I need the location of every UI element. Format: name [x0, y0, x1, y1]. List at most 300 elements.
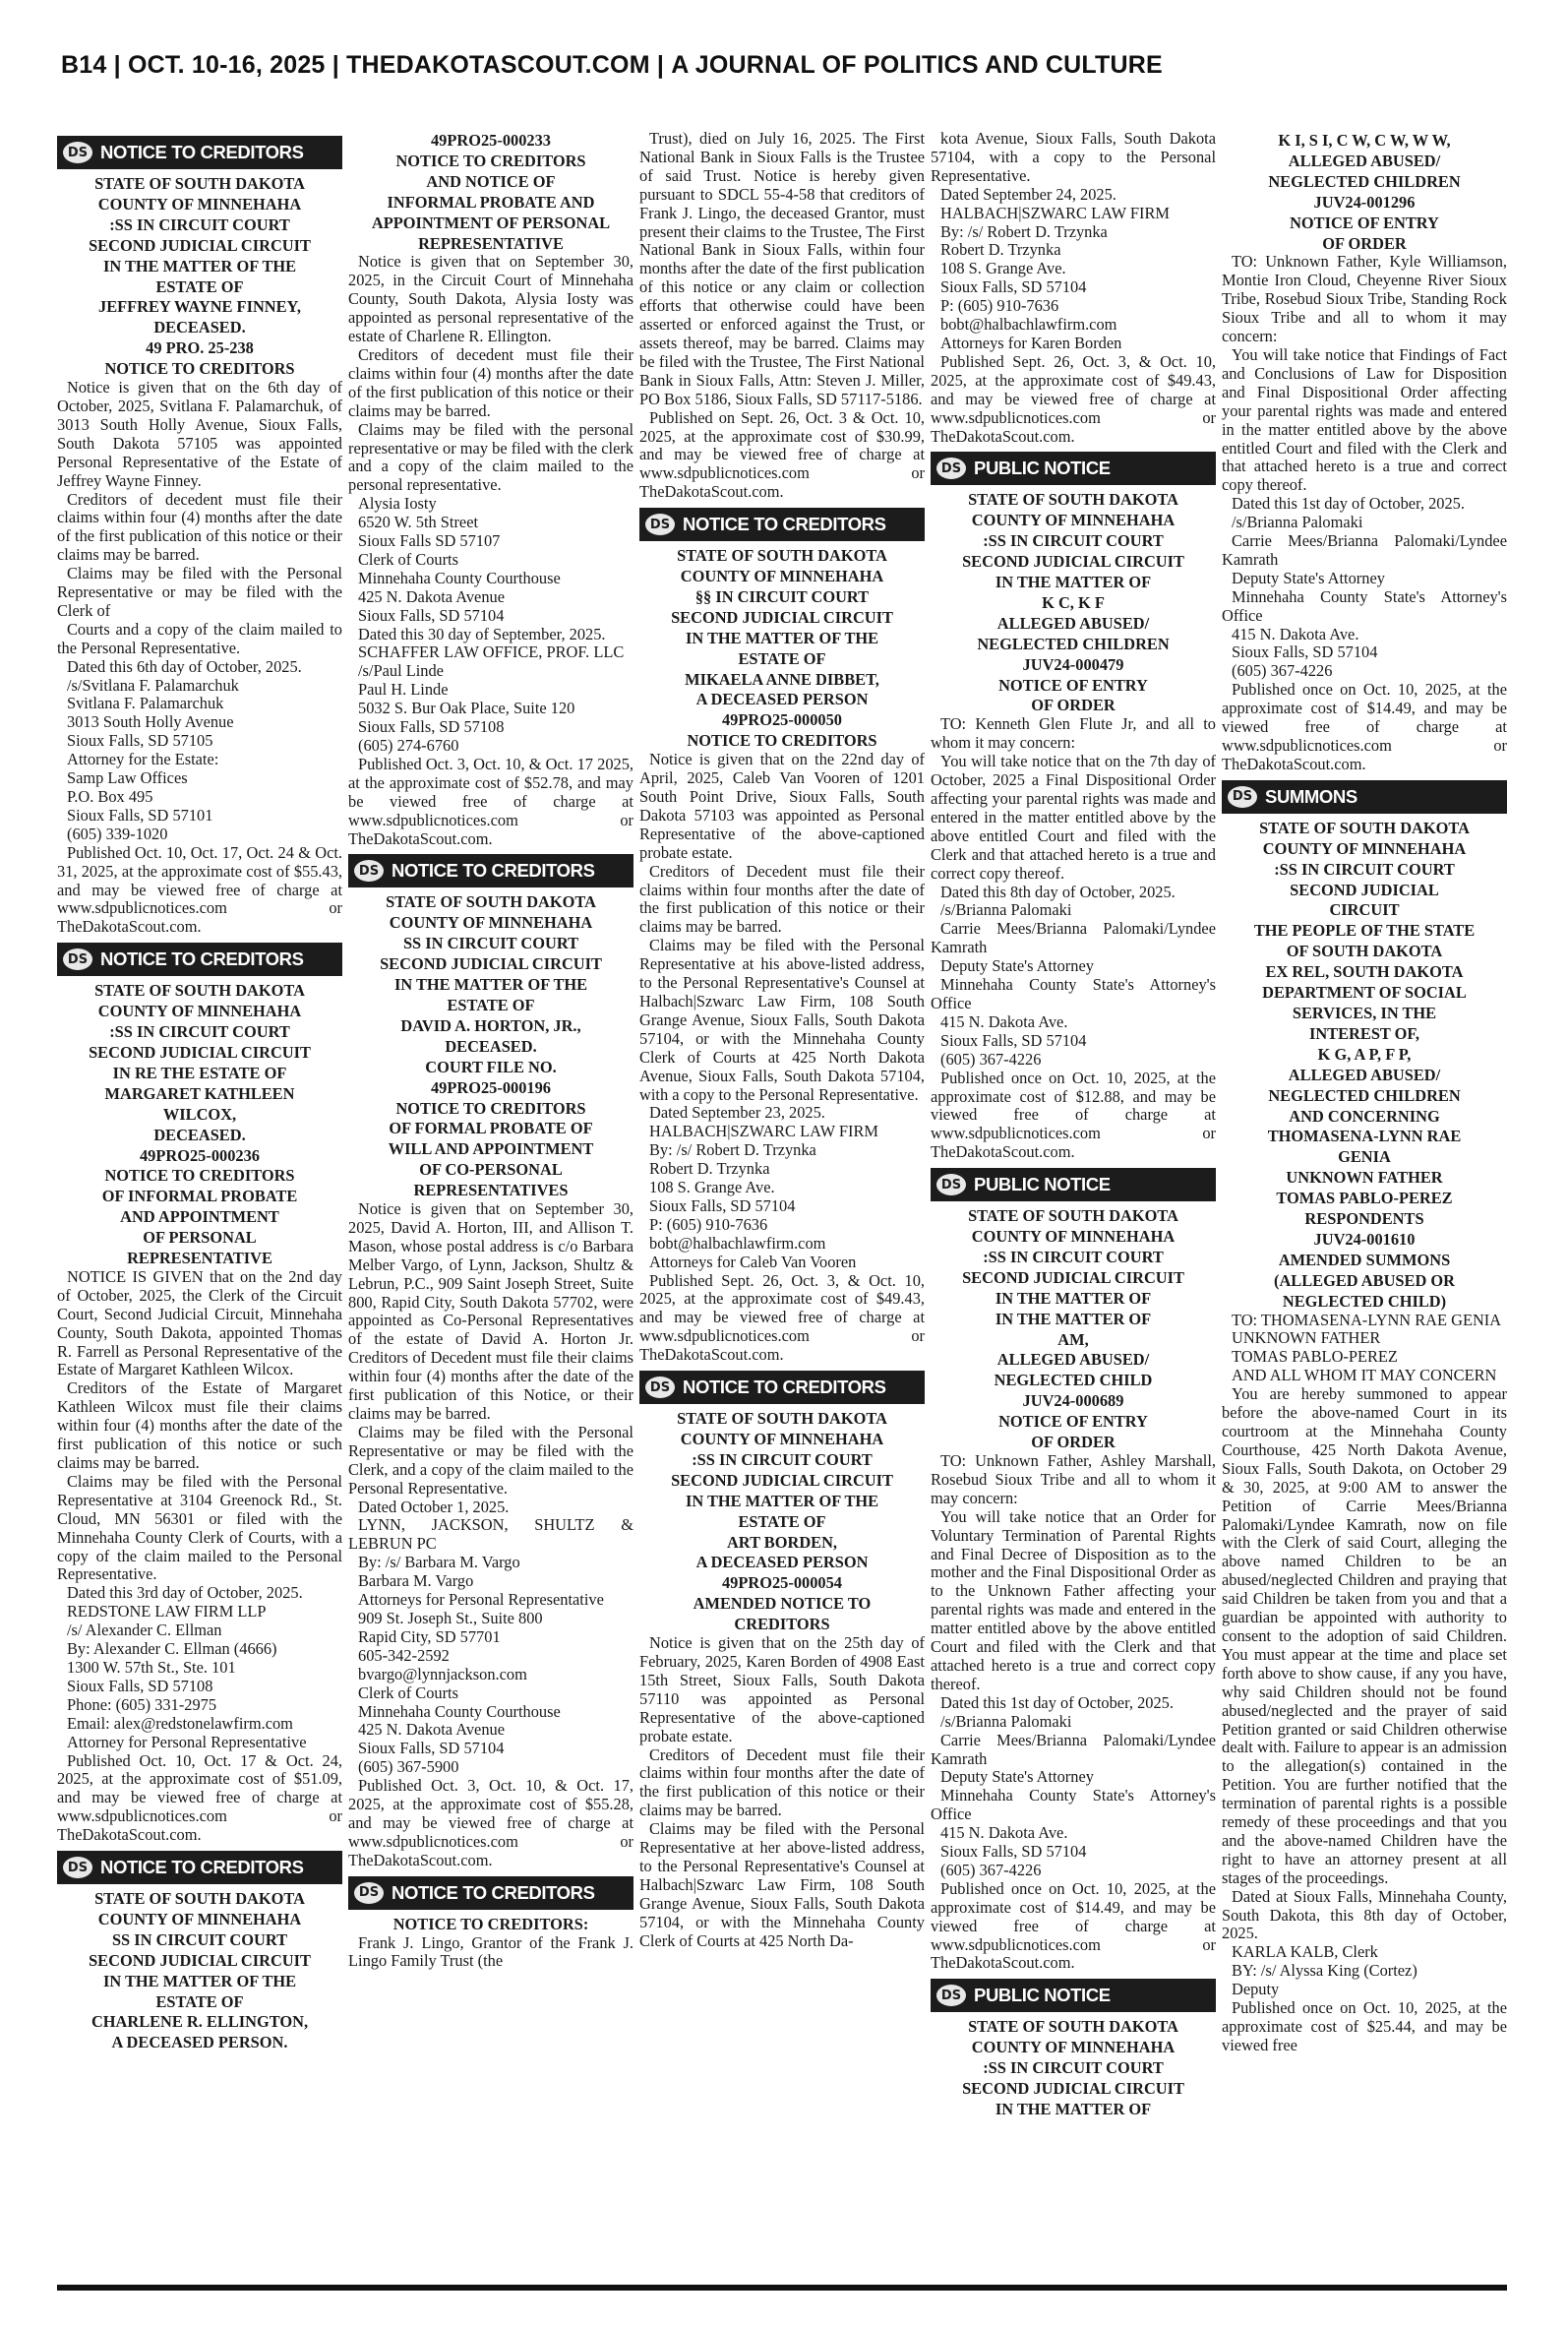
notice-paragraph: Claims may be filed with the Personal Representative or may be filed with the Clerk, and a copy of the claim mailed to the Personal Representative. — [348, 1422, 633, 1498]
notice-caption-line: ART BORDEN, — [726, 1532, 838, 1552]
notice-caption-line: NOTICE TO CREDITORS: — [392, 1914, 589, 1933]
seal-icon: DS — [57, 943, 98, 976]
notice-paragraph: TOMAS PABLO-PEREZ — [1232, 1347, 1398, 1367]
seal-icon: DS — [57, 1851, 98, 1884]
notice-caption-line: K I, S I, C W, C W, W W, — [1278, 131, 1451, 150]
notice-caption-line: SECOND JUDICIAL CIRCUIT — [89, 1950, 311, 1970]
notice-paragraph: Dated this 8th day of October, 2025. — [940, 882, 1176, 901]
notice-caption-line: AMENDED NOTICE TO — [693, 1594, 872, 1614]
notice-paragraph: Published Oct. 10, Oct. 17 & Oct. 24, 2025, at the approximate cost of $51.09, and may be viewed free of charge at www.sdpublicnotices.com or TheDakotaScout.com. — [57, 1750, 342, 1845]
notice-caption-line: AND CONCERNING — [1289, 1106, 1440, 1126]
notice-caption-line: :SS IN CIRCUIT COURT — [983, 531, 1164, 551]
notice-caption-line: ALLEGED ABUSED/ — [996, 613, 1150, 633]
notice-paragraph: TO: Kenneth Glen Flute Jr, and all to whom it may concern: — [931, 714, 1216, 753]
notice-type-label: NOTICE TO CREDITORS — [100, 948, 304, 970]
notice-paragraph: Carrie Mees/Brianna Palomaki/Lyndee Kamrath — [931, 1730, 1216, 1768]
notice-paragraph: Attorney for Personal Representative — [67, 1732, 307, 1751]
notice-body — [1222, 253, 1507, 773]
notice-paragraph: Sioux Falls, SD 57108 — [358, 717, 505, 737]
notice-caption-line: MIKAELA ANNE DIBBET, — [685, 669, 879, 689]
notice-caption-line: STATE OF SOUTH DAKOTA — [677, 1409, 887, 1429]
notice-caption-line: IN THE MATTER OF THE — [102, 256, 297, 275]
notice-caption-line: SECOND JUDICIAL CIRCUIT — [962, 2079, 1184, 2099]
legal-notice — [348, 1876, 633, 1972]
notice-paragraph: Notice is given that on September 30, 2025, in the Circuit Court of Minnehaha County, South Dakota, Alysia Iosty was appointed as personal representative of the estate of Charlene R. Ellington. — [348, 252, 633, 346]
legal-notice — [1222, 780, 1507, 2055]
notice-caption-line: SECOND JUDICIAL CIRCUIT — [962, 1267, 1184, 1287]
notice-caption-line: OF INFORMAL PROBATE — [101, 1187, 298, 1206]
notice-paragraph: Sioux Falls, SD 57104 — [940, 1030, 1087, 1050]
notice-caption-line: :SS IN CIRCUIT COURT — [109, 1022, 290, 1042]
notice-paragraph: bobt@halbachlawfirm.com — [649, 1233, 826, 1253]
notice-body — [931, 130, 1216, 446]
notice-caption-line: CIRCUIT — [1329, 900, 1400, 920]
notice-paragraph: (605) 367-4226 — [940, 1049, 1042, 1069]
seal-icon: DS — [348, 854, 390, 887]
notice-paragraph: Rapid City, SD 57701 — [358, 1626, 501, 1646]
notice-type-label: PUBLIC NOTICE — [974, 1174, 1111, 1195]
notice-paragraph: 108 S. Grange Ave. — [649, 1178, 775, 1197]
notice-paragraph: Creditors of decedent must file their claims within four (4) months after the date of the first publication of this notice or their claims may be barred. — [348, 344, 633, 420]
tagline: A JOURNAL OF POLITICS AND CULTURE — [671, 51, 1163, 79]
column-5 — [1222, 130, 1507, 2275]
notice-paragraph: 415 N. Dakota Ave. — [1232, 624, 1359, 643]
notice-caption-line: STATE OF SOUTH DAKOTA — [94, 174, 305, 193]
notice-paragraph: /s/Brianna Palomaki — [940, 1711, 1072, 1731]
notice-paragraph: Minnehaha County State's Attorney's Office — [931, 975, 1216, 1012]
notice-paragraph: Notice is given that on September 30, 2025, David A. Horton, III, and Allison T. Mason, whose postal address is c/o Barbara Melber Vargo, of Lynn, Jackson, Shultz & Lebrun, P.C., 909 Saint Joseph Street, Suite 800, Rapid City, South Dakota 57702, were appointed as Co-Personal Representatives of the estate of David A. Horton Jr. Creditors of Decedent must file their claims within four (4) months after the date of the first publication of this Notice, or their claims may be barred. — [348, 1199, 633, 1423]
notice-caption-line: SS IN CIRCUIT COURT — [402, 934, 579, 953]
notice-caption-line: 49PRO25-000236 — [139, 1145, 260, 1165]
notice-paragraph: (605) 339-1020 — [67, 824, 168, 843]
legal-notice — [348, 132, 633, 848]
notice-caption-line: 49PRO25-000233 — [430, 131, 551, 150]
notice-header-bar — [348, 854, 633, 887]
notice-body — [931, 1452, 1216, 1973]
notice-caption-line: INFORMAL PROBATE AND — [387, 192, 595, 212]
notice-caption-line: SECOND JUDICIAL CIRCUIT — [671, 607, 893, 627]
notice-paragraph: You will take notice that on the 7th day of October, 2025 a Final Dispositional Order affecting your parental rights was made and entered in the matter entitled above by the above entitled Court and filed with the Clerk and that attached hereto is a true and correct copy thereof. — [931, 752, 1216, 883]
legal-notice — [348, 854, 633, 1869]
notice-caption-line: MARGARET KATHLEEN — [104, 1083, 295, 1103]
notice-caption-line: SECOND JUDICIAL CIRCUIT — [671, 1470, 893, 1490]
notice-paragraph: (605) 367-5900 — [358, 1757, 459, 1777]
notice-caption-line: APPOINTMENT OF PERSONAL — [371, 213, 611, 232]
column-3 — [639, 130, 925, 2275]
notice-caption-line: NEGLECTED CHILDREN — [1268, 171, 1461, 191]
notice-body — [57, 379, 342, 937]
notice-caption-line: STATE OF SOUTH DAKOTA — [968, 2017, 1178, 2037]
notice-caption-line: ESTATE OF — [155, 1991, 244, 2011]
notice-paragraph: Email: alex@redstonelawfirm.com — [67, 1713, 293, 1733]
notice-caption-line: 49PRO25-000196 — [430, 1077, 551, 1097]
notice-caption-line: NOTICE TO CREDITORS — [395, 151, 586, 170]
notice-caption-line: 49 PRO. 25-238 — [146, 338, 254, 358]
notice-paragraph: Deputy State's Attorney — [940, 956, 1094, 976]
notice-header-bar — [639, 508, 925, 541]
notice-caption-line: DECEASED. — [445, 1036, 537, 1056]
notice-header-bar — [931, 452, 1216, 485]
notice-paragraph: Clerk of Courts — [358, 549, 458, 569]
notice-paragraph: Carrie Mees/Brianna Palomaki/Lyndee Kamrath — [931, 919, 1216, 957]
notice-paragraph: SCHAFFER LAW OFFICE, PROF. LLC — [358, 642, 625, 662]
legal-notice — [931, 452, 1216, 1162]
notice-paragraph: 425 N. Dakota Avenue — [358, 586, 505, 606]
notice-paragraph: Minnehaha County State's Attorney's Office — [931, 1786, 1216, 1824]
notice-caption-line: JUV24-000479 — [1022, 654, 1124, 674]
notice-caption-line: IN THE MATTER OF — [995, 1309, 1152, 1328]
notice-body — [1222, 1312, 1507, 2055]
notice-paragraph: bvargo@lynnjackson.com — [358, 1664, 527, 1683]
notice-paragraph: By: /s/ Robert D. Trzynka — [940, 221, 1108, 241]
notice-paragraph: Dated October 1, 2025. — [358, 1497, 510, 1516]
notice-body — [639, 1634, 925, 1950]
notice-caption-line: SECOND JUDICIAL — [1290, 880, 1439, 899]
notice-caption-line: SERVICES, IN THE — [1292, 1003, 1437, 1022]
notice-paragraph: By: /s/ Barbara M. Vargo — [358, 1553, 520, 1572]
masthead: B14 | OCT. 10-16, 2025 | THEDAKOTASCOUT.COM | A JOURNAL OF POLITICS AND CULTURE — [61, 51, 1163, 79]
notice-caption-line: COUNTY OF MINNEHAHA — [97, 194, 302, 214]
notice-caption-line: DECEASED. — [153, 1125, 246, 1144]
notice-paragraph: Sioux Falls, SD 57101 — [67, 805, 213, 825]
notice-type-label: NOTICE TO CREDITORS — [683, 514, 886, 535]
notice-caption-line: :SS IN CIRCUIT COURT — [983, 1247, 1164, 1266]
notice-paragraph: Published on Sept. 26, Oct. 3 & Oct. 10, 2025, at the approximate cost of $30.99, and may be viewed free of charge at www.sdpublicnotices.com or TheDakotaScout.com. — [639, 407, 925, 502]
notice-caption-line: COUNTY OF MINNEHAHA — [389, 913, 593, 933]
notice-paragraph: P.O. Box 495 — [67, 787, 153, 806]
notice-caption-line: NOTICE OF ENTRY — [998, 1412, 1148, 1432]
notice-paragraph: Clerk of Courts — [358, 1683, 458, 1702]
notice-paragraph: UNKNOWN FATHER — [1232, 1328, 1381, 1348]
notice-body — [348, 253, 633, 848]
notice-paragraph: Published Sept. 26, Oct. 3, & Oct. 10, 2025, at the approximate cost of $49.43, and may be viewed free of charge at www.sdpublicnotices.com or TheDakotaScout.com. — [639, 1270, 925, 1365]
notice-caption-line: OF SOUTH DAKOTA — [1286, 942, 1443, 961]
column-2 — [348, 130, 633, 2275]
notice-paragraph: Notice is given that on the 22nd day of April, 2025, Caleb Van Vooren of 1201 South Point Drive, Sioux Falls, South Dakota 57103 was appointed as Personal Representative of the above-captioned probate estate. — [639, 750, 925, 862]
notice-paragraph: bobt@halbachlawfirm.com — [940, 315, 1117, 335]
notice-paragraph: P: (605) 910-7636 — [940, 296, 1059, 316]
notice-caption-line: GENIA — [1338, 1147, 1391, 1167]
notice-header-bar — [1222, 780, 1507, 814]
notice-paragraph: 5032 S. Bur Oak Place, Suite 120 — [358, 699, 575, 718]
notice-caption-line: NOTICE TO CREDITORS — [395, 1098, 586, 1118]
notice-paragraph: Published once on Oct. 10, 2025, at the approximate cost of $12.88, and may be viewed free of charge at www.sdpublicnotices.com or TheDakotaScout.com. — [931, 1068, 1216, 1162]
notice-caption-line: AMENDED SUMMONS — [1278, 1250, 1451, 1269]
notice-caption-line: STATE OF SOUTH DAKOTA — [94, 981, 305, 1001]
notice-paragraph: You will take notice that an Order for Voluntary Termination of Parental Rights and Final Decree of Disposition as to the mother and the Final Dispositional Order as to the Unknown Father affecting your parental rights was made and entered in the matter entitled above by the above entitled Court and filed with the Clerk and that attached hereto is a true and correct copy thereof. — [931, 1506, 1216, 1693]
column-1 — [57, 130, 342, 2275]
notice-caption-line: NOTICE OF ENTRY — [998, 675, 1148, 695]
notice-caption-line: STATE OF SOUTH DAKOTA — [1259, 818, 1470, 837]
notice-body — [639, 130, 925, 502]
notice-caption-line: ALLEGED ABUSED/ — [996, 1350, 1150, 1370]
notice-caption-line: IN THE MATTER OF THE — [393, 975, 588, 995]
seal-icon: DS — [931, 452, 972, 485]
notice-paragraph: Sioux Falls, SD 57104 — [1232, 642, 1378, 662]
notice-paragraph: KARLA KALB, Clerk — [1232, 1942, 1378, 1962]
notice-paragraph: Sioux Falls SD 57107 — [358, 531, 501, 551]
notice-paragraph: Notice is given that on the 25th day of February, 2025, Karen Borden of 4908 East 15th Street, Sioux Falls, South Dakota 57110 was appointed as Personal Representative of the above-captioned probate estate. — [639, 1633, 925, 1745]
notice-paragraph: 415 N. Dakota Ave. — [940, 1011, 1068, 1031]
notice-caption-line: REPRESENTATIVE — [127, 1249, 272, 1268]
notice-paragraph: Dated at Sioux Falls, Minnehaha County, South Dakota, this 8th day of October, 2025. — [1222, 1886, 1507, 1943]
notice-caption-line: COUNTY OF MINNEHAHA — [971, 1227, 1176, 1247]
notice-caption-line: NOTICE TO CREDITORS — [104, 1166, 295, 1186]
notice-paragraph: You are hereby summoned to appear before the above-named Court in its courtroom at the Minnehaha County Courthouse, 425 North Dakota Avenue, Sioux Falls, South Dakota, on October 29 & 30, 2025, at 9:00 AM to answer the Petition of Carrie Mees/Brianna Palomaki/Lyndee Kamrath, now on file with the Clerk of said Court, alleging the above named Children to be an abused/neglected Children and praying that said Children be taken from you and that a guardian be appointed with authority to consent to the adoption of said Children. You must appear at the time and place set forth above to show cause, if any you have, why said Children should not be found abused/neglected and the prayer of said Petition granted or said Children otherwise dealt with. Failure to appear is an admission to the allegation(s) contained in the Petition. You are further notified that the termination of parental rights is a possible remedy of these proceedings and that you and the above-named Children have the right to have an attorney present at all stages of the proceedings. — [1222, 1384, 1507, 1887]
notice-caption-line: RESPONDENTS — [1304, 1209, 1424, 1229]
notice-paragraph: HALBACH|SZWARC LAW FIRM — [940, 203, 1170, 222]
notice-header-bar — [57, 1851, 342, 1884]
notice-paragraph: /s/Svitlana F. Palamarchuk — [67, 675, 239, 695]
notice-paragraph: Robert D. Trzynka — [649, 1159, 770, 1179]
notice-caption-line: STATE OF SOUTH DAKOTA — [386, 892, 596, 912]
notice-paragraph: Creditors of decedent must file their claims within four (4) months after the date of the first publication of this notice or their claims may be barred. — [57, 489, 342, 565]
notice-paragraph: Sioux Falls, SD 57104 — [358, 605, 505, 625]
notice-paragraph: Sioux Falls, SD 57104 — [940, 277, 1087, 297]
notice-caption-line: STATE OF SOUTH DAKOTA — [968, 490, 1178, 510]
notice-paragraph: /s/ Alexander C. Ellman — [67, 1621, 222, 1640]
notice-caption-line: IN RE THE ESTATE OF — [112, 1063, 287, 1082]
notice-paragraph: Svitlana F. Palamarchuk — [67, 694, 224, 713]
notice-caption-line: NOTICE OF ENTRY — [1290, 213, 1439, 232]
notice-paragraph: Notice is given that on the 6th day of October, 2025, Svitlana F. Palamarchuk, of 3013 South Holly Avenue, Sioux Falls, South Dakota 57105 was appointed Personal Representative of the Estate of Jeffrey Wayne Finney. — [57, 378, 342, 490]
notice-caption-line: K G, A P, F P, — [1317, 1044, 1412, 1064]
legal-notice — [639, 508, 925, 1365]
notice-header-bar — [57, 943, 342, 976]
notice-header-bar — [931, 1979, 1216, 2012]
notice-caption-line: THOMASENA-LYNN RAE — [1267, 1127, 1462, 1146]
notice-paragraph: (605) 367-4226 — [1232, 661, 1333, 681]
notice-caption-line: ALLEGED ABUSED/ — [1288, 151, 1441, 170]
notice-caption-line: COURT FILE NO. — [425, 1057, 557, 1076]
issue-date: OCT. 10-16, 2025 — [127, 51, 326, 79]
notice-body — [57, 1268, 342, 1845]
notice-header-bar — [931, 1168, 1216, 1201]
notice-caption-line: OF FORMAL PROBATE OF — [389, 1119, 593, 1138]
notice-paragraph: Minnehaha County Courthouse — [358, 568, 561, 587]
notice-caption-line: OF ORDER — [1031, 1433, 1116, 1452]
notice-paragraph: Carrie Mees/Brianna Palomaki/Lyndee Kamrath — [1222, 531, 1507, 569]
notice-paragraph: /s/Brianna Palomaki — [1232, 513, 1363, 532]
notice-caption-line: CREDITORS — [734, 1615, 830, 1634]
notice-caption-line: JUV24-000689 — [1022, 1391, 1124, 1411]
notice-body — [348, 1934, 633, 1972]
notice-caption-line: REPRESENTATIVES — [413, 1181, 569, 1200]
notice-caption-line: SECOND JUDICIAL CIRCUIT — [962, 552, 1184, 572]
notice-caption-line: ESTATE OF — [738, 648, 826, 668]
seal-icon: DS — [931, 1979, 972, 2012]
notice-type-label: NOTICE TO CREDITORS — [392, 860, 595, 882]
legal-notice — [57, 1851, 342, 2052]
notice-paragraph: Dated this 6th day of October, 2025. — [67, 656, 302, 676]
notice-paragraph: /s/Brianna Palomaki — [940, 900, 1072, 920]
notice-paragraph: Deputy State's Attorney — [1232, 568, 1385, 587]
notice-caption-line: DEPARTMENT OF SOCIAL — [1262, 983, 1467, 1003]
notice-caption-line: DAVID A. HORTON, JR., — [400, 1015, 581, 1035]
notice-paragraph: Claims may be filed with the Personal Representative at her above-listed address, to the Personal Representative's Counsel at Halbach|Szwarc Law Firm, 108 South Grange Avenue, Sioux Falls, South Dakota 57104, or with the Minnehaha County Clerk of Courts at 425 North Da- — [639, 1819, 925, 1950]
notice-paragraph: Alysia Iosty — [358, 494, 437, 514]
notice-caption-line: STATE OF SOUTH DAKOTA — [94, 1889, 305, 1909]
legal-notice — [57, 943, 342, 1845]
column-4 — [931, 130, 1216, 2275]
seal-icon: DS — [57, 136, 98, 169]
notice-caption-line: DECEASED. — [153, 318, 246, 337]
notice-caption-line: NEGLECTED CHILDREN — [1268, 1085, 1461, 1105]
notice-caption-line: OF CO-PERSONAL — [419, 1160, 563, 1180]
notice-caption-line: AND APPOINTMENT — [120, 1207, 279, 1227]
notice-caption-line: NOTICE TO CREDITORS — [687, 731, 877, 751]
notice-paragraph: TO: THOMASENA-LYNN RAE GENIA — [1232, 1310, 1502, 1329]
notice-paragraph: REDSTONE LAW FIRM LLP — [67, 1602, 267, 1621]
notice-paragraph: BY: /s/ Alyssa King (Cortez) — [1232, 1961, 1417, 1981]
notice-caption-line: JUV24-001610 — [1313, 1229, 1416, 1249]
notice-header-bar — [57, 136, 342, 169]
notice-caption-line: ALLEGED ABUSED/ — [1288, 1065, 1441, 1084]
notice-caption-line: THE PEOPLE OF THE STATE — [1253, 921, 1476, 941]
notice-caption-line: OF ORDER — [1322, 233, 1407, 253]
notice-caption-line: NOTICE TO CREDITORS — [104, 359, 295, 379]
notice-paragraph: kota Avenue, Sioux Falls, South Dakota 57104, with a copy to the Personal Representative. — [931, 130, 1216, 185]
notice-paragraph: By: Alexander C. Ellman (4666) — [67, 1639, 277, 1659]
notice-type-label: PUBLIC NOTICE — [974, 1985, 1111, 2006]
legal-notice — [931, 1168, 1216, 1973]
notice-caption-line: :SS IN CIRCUIT COURT — [109, 214, 290, 234]
bottom-rule — [57, 2285, 1507, 2291]
notice-paragraph: Phone: (605) 331-2975 — [67, 1694, 217, 1714]
notice-paragraph: Published Oct. 3, Oct. 10, & Oct. 17, 2025, at the approximate cost of $55.28, and may be viewed free of charge at www.sdpublicnotices.com or TheDakotaScout.com. — [348, 1776, 633, 1869]
notice-paragraph: Frank J. Lingo, Grantor of the Frank J. Lingo Family Trust (the — [348, 1932, 633, 1971]
notice-caption-line: :SS IN CIRCUIT COURT — [1274, 859, 1455, 879]
notice-paragraph: Claims may be filed with the Personal Representative or may be filed with the Clerk of — [57, 564, 342, 620]
notice-caption-line: NEGLECTED CHILDREN — [977, 634, 1170, 653]
notice-caption-line: IN THE MATTER OF THE — [685, 1491, 879, 1510]
notice-caption-line: §§ IN CIRCUIT COURT — [694, 586, 870, 606]
notice-paragraph: 108 S. Grange Ave. — [940, 259, 1066, 278]
notice-caption-line: COUNTY OF MINNEHAHA — [97, 1002, 302, 1021]
notice-paragraph: TO: Unknown Father, Kyle Williamson, Montie Iron Cloud, Cheyenne River Sioux Tribe, Rosebud Sioux Tribe, Standing Rock Sioux Tribe and all to whom it may concern: — [1222, 252, 1507, 346]
notice-paragraph: Dated September 24, 2025. — [940, 184, 1116, 204]
notice-type-label: NOTICE TO CREDITORS — [392, 1881, 595, 1903]
notice-caption-line: CHARLENE R. ELLINGTON, — [90, 2012, 309, 2032]
notice-caption-line: 49PRO25-000054 — [721, 1573, 842, 1593]
notice-type-label: NOTICE TO CREDITORS — [683, 1377, 886, 1398]
notice-caption-line: :SS IN CIRCUIT COURT — [983, 2058, 1164, 2078]
notice-caption-line: STATE OF SOUTH DAKOTA — [677, 546, 887, 566]
notice-paragraph: Sioux Falls, SD 57104 — [940, 1842, 1087, 1862]
notice-caption-line: EX REL, SOUTH DAKOTA — [1265, 962, 1464, 982]
notice-caption-line: NEGLECTED CHILD) — [1282, 1291, 1447, 1311]
notice-paragraph: Paul H. Linde — [358, 680, 449, 700]
notice-paragraph: Creditors of Decedent must file their claims within four months after the date of the first publication of this notice or their claims may be barred. — [639, 1744, 925, 1820]
notice-type-label: SUMMONS — [1265, 785, 1357, 807]
notice-paragraph: Dated this 1st day of October, 2025. — [1232, 494, 1465, 514]
seal-icon: DS — [639, 508, 681, 541]
notice-paragraph: LYNN, JACKSON, SHULTZ & LEBRUN PC — [348, 1515, 633, 1554]
notice-paragraph: Minnehaha County Courthouse — [358, 1701, 561, 1721]
legal-notice — [1222, 132, 1507, 774]
notice-paragraph: Trust), died on July 16, 2025. The First National Bank in Sioux Falls is the Trustee of said Trust. Notice is hereby given pursuant to SDCL 55-4-58 that creditors of Frank J. Lingo, the deceased Grantor, must present their claims to the Trustee, The First National Bank in Sioux Falls, within four months after the date of the first publication of this notice or any claim or collection efforts that otherwise could have been asserted or enforced against the Trust, or assets thereof, may be barred. Claims may be filed with the Trustee, The First National Bank in Sioux Falls, Attn: Steven J. Miller, PO Box 5186, Sioux Falls, SD 57117-5186. — [639, 130, 925, 408]
notice-paragraph: NOTICE IS GIVEN that on the 2nd day of October, 2025, the Clerk of the Circuit Court, Second Judicial Circuit, Minnehaha County, South Dakota, appointed Thomas R. Farrell as Personal Representative of the Estate of Margaret Kathleen Wilcox. — [57, 1266, 342, 1379]
notice-caption-line: SECOND JUDICIAL CIRCUIT — [380, 954, 602, 974]
notice-caption-line: COUNTY OF MINNEHAHA — [97, 1909, 302, 1928]
seal-icon: DS — [1222, 780, 1263, 814]
notice-paragraph: 425 N. Dakota Avenue — [358, 1720, 505, 1740]
notice-header-bar — [348, 1876, 633, 1910]
notice-caption-line: WILCOX, — [162, 1104, 237, 1124]
notice-paragraph: Published Sept. 26, Oct. 3, & Oct. 10, 2025, at the approximate cost of $49.43, and may be viewed free of charge at www.sdpublicnotices.com or TheDakotaScout.com. — [931, 351, 1216, 446]
notice-caption-line: STATE OF SOUTH DAKOTA — [968, 1206, 1178, 1226]
notice-paragraph: AND ALL WHOM IT MAY CONCERN — [1232, 1366, 1497, 1385]
notice-caption-line: A DECEASED PERSON. — [111, 2033, 288, 2052]
notice-paragraph: Dated this 3rd day of October, 2025. — [67, 1583, 303, 1603]
notice-paragraph: (605) 367-4226 — [940, 1860, 1042, 1879]
notice-caption-line: ESTATE OF — [447, 995, 535, 1014]
notice-paragraph: Deputy State's Attorney — [940, 1767, 1094, 1787]
seal-icon: DS — [348, 1876, 390, 1910]
notice-caption-line: ESTATE OF — [155, 276, 244, 296]
notice-body — [931, 715, 1216, 1162]
notice-caption-line: OF PERSONAL — [143, 1228, 257, 1248]
notice-paragraph: Minnehaha County State's Attorney's Office — [1222, 586, 1507, 625]
notice-caption-line: COUNTY OF MINNEHAHA — [680, 1430, 884, 1448]
seal-icon: DS — [931, 1168, 972, 1201]
notice-paragraph: 3013 South Holly Avenue — [67, 712, 234, 732]
notice-paragraph: 909 St. Joseph St., Suite 800 — [358, 1608, 543, 1627]
notice-paragraph: 1300 W. 57th St., Ste. 101 — [67, 1657, 236, 1677]
notice-paragraph: Attorney for the Estate: — [67, 750, 219, 769]
notice-paragraph: Deputy — [1232, 1980, 1280, 1999]
notice-caption-line: IN THE MATTER OF THE — [685, 628, 879, 647]
notice-paragraph: Sioux Falls, SD 57104 — [358, 1739, 505, 1758]
notice-caption-line: COUNTY OF MINNEHAHA — [680, 567, 884, 586]
notice-paragraph: P: (605) 910-7636 — [649, 1214, 768, 1234]
notice-paragraph: Published once on Oct. 10, 2025, at the approximate cost of $25.44, and may be viewed free — [1222, 1998, 1507, 2054]
notice-caption-line: INTEREST OF, — [1308, 1023, 1420, 1043]
notice-paragraph: Creditors of the Estate of Margaret Kathleen Wilcox must file their claims within four (4) months after the date of the first publication of this notice or such claims may be barred. — [57, 1378, 342, 1472]
legal-notice — [931, 1979, 1216, 2119]
notice-paragraph: Published once on Oct. 10, 2025, at the approximate cost of $14.49, and may be viewed free of charge at www.sdpublicnotices.com or TheDakotaScout.com. — [1222, 680, 1507, 773]
legal-notice — [57, 136, 342, 937]
notice-paragraph: 605-342-2592 — [358, 1645, 450, 1665]
legal-notice — [639, 1371, 925, 1950]
notice-caption-line: ESTATE OF — [738, 1511, 826, 1531]
notice-paragraph: Dated this 30 day of September, 2025. — [358, 624, 606, 643]
notice-paragraph: Attorneys for Karen Borden — [940, 333, 1122, 352]
notice-caption-line: A DECEASED PERSON — [695, 690, 869, 709]
notice-caption-line: AND NOTICE OF — [426, 171, 556, 191]
notice-paragraph: Dated September 23, 2025. — [649, 1103, 825, 1123]
notice-caption-line: 49PRO25-000050 — [721, 710, 842, 730]
notice-caption-line: REPRESENTATIVE — [418, 233, 564, 253]
notice-caption-line: IN THE MATTER OF — [995, 573, 1152, 592]
notice-paragraph: Published once on Oct. 10, 2025, at the approximate cost of $14.49, and may be viewed free of charge at www.sdpublicnotices.com or TheDakotaScout.com. — [931, 1878, 1216, 1973]
notice-type-label: NOTICE TO CREDITORS — [100, 1857, 304, 1878]
notice-paragraph: 415 N. Dakota Ave. — [940, 1823, 1068, 1843]
notice-paragraph: 6520 W. 5th Street — [358, 513, 479, 532]
notice-caption-line: IN THE MATTER OF — [995, 2100, 1152, 2118]
site-name: THEDAKOTASCOUT.COM — [346, 51, 650, 79]
legal-notice — [639, 130, 925, 502]
notice-caption-line: COUNTY OF MINNEHAHA — [1262, 838, 1467, 858]
notice-header-bar — [639, 1371, 925, 1404]
notice-caption-line: TOMAS PABLO-PEREZ — [1276, 1189, 1453, 1208]
page-number: B14 — [61, 51, 107, 79]
notice-paragraph: Claims may be filed with the Personal Representative at his above-listed address, to the Personal Representative's Counsel at Halbach|Szwarc Law Firm, 108 South Grange Avenue, Sioux Falls, South Dakota 57104, or with the Minnehaha County Clerk of Courts at 425 North Dakota Avenue, Sioux Falls, South Dakota 57104, with a copy to the Personal Representative. — [639, 936, 925, 1104]
notice-caption-line: OF ORDER — [1031, 696, 1116, 715]
notice-caption-line: COUNTY OF MINNEHAHA — [971, 511, 1176, 530]
notice-caption-line: NEGLECTED CHILD — [994, 1371, 1153, 1390]
notice-caption-line: JEFFREY WAYNE FINNEY, — [98, 297, 301, 317]
